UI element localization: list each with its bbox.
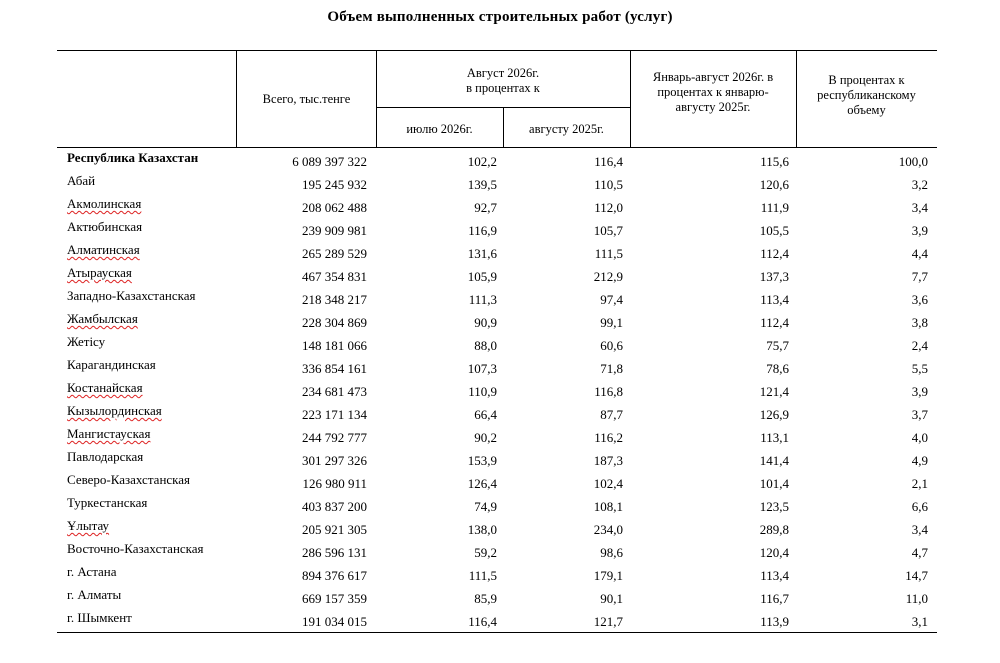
ytd-percent: 116,7 <box>760 591 789 606</box>
jul-percent: 110,9 <box>468 384 497 399</box>
table-row <box>57 172 937 195</box>
table-row <box>57 356 937 379</box>
share-percent: 3,4 <box>911 200 928 215</box>
aug-percent: 108,1 <box>593 499 623 514</box>
region-name: Павлодарская <box>67 449 144 464</box>
table-row <box>57 448 937 471</box>
total-value: 191 034 015 <box>302 614 367 629</box>
share-percent: 3,9 <box>911 384 928 399</box>
table-row <box>57 609 937 632</box>
ytd-percent: 75,7 <box>766 338 789 353</box>
header-ytd-line3: августу 2025г. <box>675 100 751 114</box>
aug-percent: 121,7 <box>593 614 623 629</box>
ytd-percent: 126,9 <box>759 407 789 422</box>
jul-percent: 102,2 <box>467 154 497 169</box>
aug-percent: 116,4 <box>594 154 623 169</box>
jul-percent: 66,4 <box>474 407 497 422</box>
jul-percent: 111,3 <box>468 292 497 307</box>
share-percent: 4,9 <box>911 453 928 468</box>
ytd-percent: 289,8 <box>759 522 789 537</box>
region-name: Мангистауская <box>67 426 151 441</box>
header-aug-group <box>376 66 630 96</box>
share-percent: 6,6 <box>911 499 928 514</box>
aug-percent: 187,3 <box>593 453 623 468</box>
ytd-percent: 120,6 <box>759 177 789 192</box>
jul-percent: 105,9 <box>467 269 497 284</box>
table-row <box>57 333 937 356</box>
region-name: г. Шымкент <box>67 610 132 625</box>
total-value: 208 062 488 <box>302 200 367 215</box>
region-name: Актюбинская <box>67 219 143 234</box>
jul-percent: 153,9 <box>467 453 497 468</box>
jul-percent: 116,4 <box>468 614 497 629</box>
share-percent: 3,9 <box>911 223 928 238</box>
ytd-percent: 120,4 <box>759 545 789 560</box>
table-row <box>57 563 937 586</box>
header-ytd-line2: процентах к январю- <box>657 85 769 99</box>
share-percent: 4,0 <box>911 430 928 445</box>
total-value: 148 181 066 <box>302 338 367 353</box>
aug-percent: 110,5 <box>594 177 623 192</box>
total-value: 239 909 981 <box>302 223 367 238</box>
ytd-percent: 113,4 <box>760 568 789 583</box>
total-value: 467 354 831 <box>302 269 367 284</box>
share-percent: 7,7 <box>911 269 928 284</box>
total-value: 336 854 161 <box>302 361 367 376</box>
jul-percent: 138,0 <box>467 522 497 537</box>
ytd-percent: 113,9 <box>760 614 789 629</box>
aug-percent: 87,7 <box>600 407 623 422</box>
aug-percent: 111,5 <box>594 246 623 261</box>
share-percent: 14,7 <box>905 568 928 583</box>
aug-percent: 60,6 <box>600 338 623 353</box>
share-percent: 3,4 <box>911 522 928 537</box>
ytd-percent: 112,4 <box>760 246 789 261</box>
table-row <box>57 310 937 333</box>
jul-percent: 74,9 <box>474 499 497 514</box>
jul-percent: 139,5 <box>467 177 497 192</box>
total-value: 195 245 932 <box>302 177 367 192</box>
total-value: 669 157 359 <box>302 591 367 606</box>
aug-percent: 179,1 <box>593 568 623 583</box>
table-row <box>57 149 937 172</box>
table-row <box>57 471 937 494</box>
region-name: Восточно-Казахстанская <box>67 541 204 556</box>
table-row <box>57 540 937 563</box>
region-name: Западно-Казахстанская <box>67 288 196 303</box>
region-name: Карагандинская <box>67 357 156 372</box>
table-row <box>57 264 937 287</box>
region-name: Северо-Казахстанская <box>67 472 191 487</box>
share-percent: 100,0 <box>898 154 928 169</box>
region-name: Жетісу <box>67 334 106 349</box>
ytd-percent: 115,6 <box>760 154 789 169</box>
table-row <box>57 586 937 609</box>
jul-percent: 131,6 <box>467 246 497 261</box>
share-percent: 4,4 <box>911 246 928 261</box>
aug-percent: 234,0 <box>593 522 623 537</box>
jul-percent: 111,5 <box>468 568 497 583</box>
region-name: Кызылординская <box>67 403 162 418</box>
aug-percent: 90,1 <box>600 591 623 606</box>
share-percent: 3,7 <box>911 407 928 422</box>
jul-percent: 85,9 <box>474 591 497 606</box>
header-bottom-border <box>57 147 937 148</box>
share-percent: 3,1 <box>911 614 928 629</box>
share-percent: 3,6 <box>911 292 928 307</box>
ytd-percent: 113,1 <box>760 430 789 445</box>
region-name: Абай <box>67 173 96 188</box>
header-aug-group-line1: Август 2026г. <box>466 66 540 80</box>
region-name: Акмолинская <box>67 196 142 211</box>
jul-percent: 59,2 <box>474 545 497 560</box>
table-row <box>57 241 937 264</box>
table-bottom-border <box>57 632 937 633</box>
aug-percent: 99,1 <box>600 315 623 330</box>
share-percent: 3,2 <box>911 177 928 192</box>
table-row <box>57 379 937 402</box>
table-top-border <box>57 50 937 51</box>
aug-percent: 105,7 <box>593 223 623 238</box>
region-name: Костанайская <box>67 380 143 395</box>
total-value: 218 348 217 <box>302 292 367 307</box>
table-row <box>57 402 937 425</box>
share-percent: 2,1 <box>911 476 928 491</box>
total-value: 205 921 305 <box>302 522 367 537</box>
aug-percent: 212,9 <box>593 269 623 284</box>
header-aug-prev: августу 2025г. <box>529 122 604 136</box>
aug-percent: 116,2 <box>594 430 623 445</box>
table-row <box>57 195 937 218</box>
share-percent: 5,5 <box>911 361 928 376</box>
ytd-percent: 105,5 <box>759 223 789 238</box>
ytd-percent: 112,4 <box>760 315 789 330</box>
share-percent: 11,0 <box>905 591 928 606</box>
jul-percent: 107,3 <box>467 361 497 376</box>
region-name: г. Алматы <box>67 587 122 602</box>
aug-percent: 116,8 <box>594 384 623 399</box>
ytd-percent: 121,4 <box>759 384 789 399</box>
total-value: 286 596 131 <box>302 545 367 560</box>
aug-percent: 97,4 <box>600 292 623 307</box>
header-share-line3: объему <box>847 103 886 117</box>
ytd-percent: 123,5 <box>759 499 789 514</box>
region-name: Алматинская <box>67 242 140 257</box>
total-value: 265 289 529 <box>302 246 367 261</box>
total-value: 126 980 911 <box>302 476 367 491</box>
table-row <box>57 287 937 310</box>
table-row <box>57 218 937 241</box>
region-name: Жамбылская <box>67 311 138 326</box>
region-name: Ұлытау <box>67 518 110 533</box>
total-value: 244 792 777 <box>302 430 367 445</box>
ytd-percent: 111,9 <box>760 200 789 215</box>
table-row <box>57 517 937 540</box>
header-jul: июлю 2026г. <box>406 122 473 136</box>
header-share-line2: республиканскому <box>817 88 916 102</box>
header-aug-group-line2: в процентах к <box>466 81 540 95</box>
share-percent: 2,4 <box>911 338 928 353</box>
jul-percent: 90,2 <box>474 430 497 445</box>
aug-percent: 98,6 <box>600 545 623 560</box>
region-name: г. Астана <box>67 564 117 579</box>
table-row <box>57 425 937 448</box>
page-title: Объем выполненных строительных работ (услуг) <box>327 9 673 25</box>
jul-percent: 126,4 <box>467 476 497 491</box>
total-value: 403 837 200 <box>302 499 367 514</box>
total-value: 6 089 397 322 <box>292 154 367 169</box>
share-percent: 3,8 <box>911 315 928 330</box>
ytd-percent: 78,6 <box>766 361 789 376</box>
total-value: 301 297 326 <box>302 453 367 468</box>
header-share <box>796 73 937 118</box>
jul-percent: 92,7 <box>474 200 497 215</box>
header-ytd-line1: Январь-август 2026г. в <box>652 70 774 84</box>
ytd-percent: 113,4 <box>760 292 789 307</box>
aug-percent: 112,0 <box>594 200 623 215</box>
region-name: Республика Казахстан <box>67 150 199 165</box>
aug-percent: 71,8 <box>600 361 623 376</box>
total-value: 228 304 869 <box>302 315 367 330</box>
ytd-percent: 141,4 <box>759 453 789 468</box>
header-ytd <box>630 70 796 115</box>
ytd-percent: 101,4 <box>759 476 789 491</box>
total-value: 894 376 617 <box>302 568 367 583</box>
aug-percent: 102,4 <box>593 476 623 491</box>
total-value: 223 171 134 <box>302 407 367 422</box>
jul-percent: 90,9 <box>474 315 497 330</box>
table-row <box>57 494 937 517</box>
jul-percent: 116,9 <box>468 223 497 238</box>
region-name: Туркестанская <box>67 495 148 510</box>
share-percent: 4,7 <box>911 545 928 560</box>
region-name: Атырауская <box>67 265 132 280</box>
header-share-line1: В процентах к <box>828 73 905 87</box>
ytd-percent: 137,3 <box>759 269 789 284</box>
total-value: 234 681 473 <box>302 384 367 399</box>
header-total: Всего, тыс.тенге <box>262 92 351 106</box>
jul-percent: 88,0 <box>474 338 497 353</box>
